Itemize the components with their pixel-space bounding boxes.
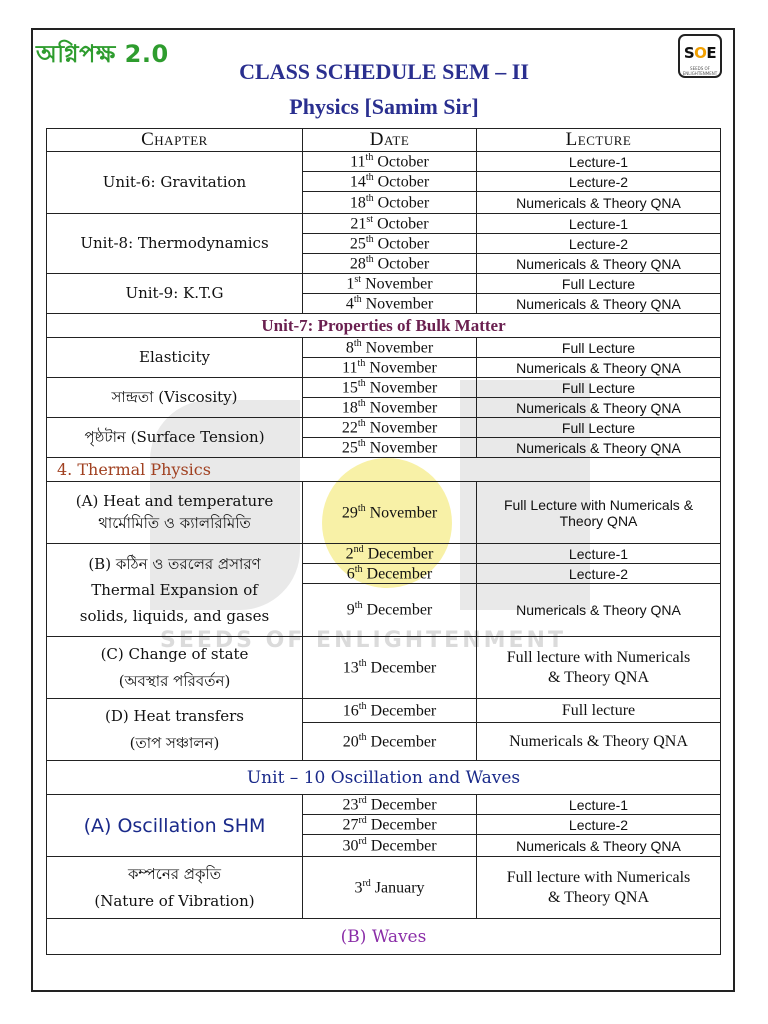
lecture-label: Numericals & Theory QNA (516, 359, 681, 376)
lecture-cell (476, 191, 721, 214)
section-label: Unit – 10 Oscillation and Waves (246, 767, 521, 788)
chapter-label: Elasticity (139, 347, 210, 366)
chapter-cell (46, 337, 303, 378)
date-text: 22th November (341, 417, 438, 437)
date-text: 20th December (342, 731, 437, 751)
chapter-label-bn: (তাপ সঞ্চালন) (129, 733, 220, 752)
lecture-cell (476, 814, 721, 835)
chapter-cell (46, 151, 303, 214)
date-cell (302, 481, 477, 544)
header-chapter (46, 128, 303, 152)
header-date (302, 128, 477, 152)
date-text: 16th December (342, 700, 437, 720)
lecture-cell (476, 253, 721, 274)
date-text: 21st October (350, 213, 429, 233)
page-title: CLASS SCHEDULE SEM – II (239, 59, 529, 84)
lecture-cell (476, 794, 721, 815)
lecture-cell (476, 563, 721, 584)
lecture-label: Full Lecture (561, 419, 636, 436)
lecture-label: Full Lecture (561, 275, 636, 292)
lecture-cell (476, 636, 721, 699)
header-lecture (476, 128, 721, 152)
lecture-cell (476, 213, 721, 234)
lecture-cell (476, 377, 721, 398)
chapter-label: সান্দ্রতা (Viscosity) (111, 387, 238, 406)
lecture-label: Full lecture with Numericals (506, 649, 691, 667)
chapter-cell (46, 794, 303, 857)
date-text: 23rd December (342, 794, 437, 814)
lecture-cell (476, 417, 721, 438)
lecture-label: Numericals & Theory QNA (516, 255, 681, 272)
date-text: 18th October (349, 192, 430, 212)
date-cell (302, 814, 477, 835)
date-cell (302, 437, 477, 458)
chapter-label: পৃষ্ঠটান (Surface Tension) (84, 427, 265, 446)
date-cell (302, 543, 477, 564)
chapter-cell (46, 856, 303, 919)
chapter-label: (D) Heat transfers (105, 707, 244, 726)
lecture-label: Numericals & Theory QNA (516, 439, 681, 456)
chapter-cell (46, 213, 303, 274)
date-text: 25th October (349, 233, 430, 253)
lecture-cell (476, 698, 721, 723)
chapter-label-bn: (B) কঠিন ও তরলের প্রসারণ (88, 554, 261, 573)
date-cell (302, 233, 477, 254)
lecture-cell (476, 834, 721, 857)
lecture-cell (476, 293, 721, 314)
date-cell (302, 834, 477, 857)
date-text: 29th November (341, 502, 438, 522)
lecture-cell (476, 337, 721, 358)
section-label: (B) Waves (340, 926, 427, 947)
lecture-cell (476, 357, 721, 378)
section-heading (46, 918, 721, 955)
chapter-label: Unit-6: Gravitation (102, 172, 247, 191)
date-text: 9th December (346, 600, 433, 619)
date-text: 13th December (342, 657, 437, 677)
page-subtitle: Physics [Samim Sir] (289, 94, 479, 119)
chapter-label: (C) Change of state (100, 645, 249, 664)
date-cell (302, 357, 477, 378)
date-text: 11th November (342, 357, 437, 377)
chapter-label: Unit-9: K.T.G (125, 283, 224, 302)
chapter-cell (46, 636, 303, 699)
date-cell (302, 171, 477, 192)
date-cell (302, 213, 477, 234)
lecture-label: Full Lecture (561, 339, 636, 356)
header-chapter-label: Chapter (141, 129, 208, 150)
date-cell (302, 698, 477, 723)
lecture-cell (476, 397, 721, 418)
chapter-label-bn: থার্মোমিতি ও ক্যালরিমিতি (98, 513, 251, 532)
section-label: Unit-7: Properties of Bulk Matter (261, 315, 506, 335)
logo-caption: SEEDS OF ENLIGHTENMENT (682, 66, 718, 76)
date-cell (302, 636, 477, 699)
lecture-label: Lecture-2 (568, 816, 629, 833)
section-heading (46, 457, 721, 482)
date-cell (302, 253, 477, 274)
date-cell (302, 583, 477, 637)
lecture-cell (476, 856, 721, 919)
lecture-label: Lecture-2 (568, 235, 629, 252)
brand-logo: অগ্নিপক্ষ 2.0 (36, 40, 169, 68)
lecture-label: Lecture-2 (568, 173, 629, 190)
date-cell (302, 397, 477, 418)
lecture-label: Numericals & Theory QNA (516, 194, 681, 211)
header-lecture-label: Lecture (565, 129, 632, 150)
lecture-label: & Theory QNA (547, 668, 650, 686)
header-date-label: Date (369, 129, 410, 150)
date-text: 28th October (349, 253, 430, 273)
chapter-cell (46, 543, 303, 637)
date-text: 4th November (345, 293, 434, 313)
lecture-label: Numericals & Theory QNA (516, 399, 681, 416)
lecture-label: & Theory QNA (547, 888, 650, 906)
lecture-label: Lecture-1 (568, 545, 629, 562)
lecture-label: Full Lecture (561, 379, 636, 396)
lecture-label: Theory QNA (559, 512, 638, 529)
lecture-label: Numericals & Theory QNA (516, 295, 681, 312)
section-heading (46, 760, 721, 795)
lecture-label: Lecture-1 (568, 796, 629, 813)
date-text: 3rd January (354, 877, 425, 897)
lecture-cell (476, 171, 721, 192)
lecture-label: Lecture-2 (568, 565, 629, 582)
date-text: 18th November (341, 397, 438, 417)
lecture-label: Full Lecture with Numericals & (503, 496, 694, 513)
chapter-label-bn: কম্পনের প্রকৃতি (127, 865, 222, 884)
date-text: 1st November (346, 273, 433, 293)
date-text: 8th November (345, 337, 434, 357)
date-cell (302, 151, 477, 172)
date-text: 11th October (350, 151, 429, 171)
lecture-label: Full lecture (561, 701, 636, 719)
chapter-label: (A) Oscillation SHM (83, 814, 266, 837)
date-text: 2nd December (345, 543, 434, 563)
lecture-cell (476, 543, 721, 564)
date-cell (302, 794, 477, 815)
date-cell (302, 856, 477, 919)
date-cell (302, 293, 477, 314)
date-cell (302, 377, 477, 398)
date-text: 6th December (346, 563, 433, 583)
chapter-cell (46, 377, 303, 418)
lecture-cell (476, 583, 721, 637)
chapter-cell (46, 481, 303, 544)
chapter-label: solids, liquids, and gases (79, 607, 270, 626)
chapter-cell (46, 698, 303, 761)
date-cell (302, 563, 477, 584)
date-text: 15th November (341, 377, 438, 397)
date-cell (302, 722, 477, 761)
section-heading (46, 313, 721, 338)
chapter-label-bn: (অবস্থার পরিবর্তন) (118, 671, 231, 690)
lecture-label: Lecture-1 (568, 215, 629, 232)
lecture-cell (476, 151, 721, 172)
lecture-cell (476, 437, 721, 458)
date-cell (302, 417, 477, 438)
chapter-cell (46, 417, 303, 458)
lecture-label: Lecture-1 (568, 153, 629, 170)
section-label: 4. Thermal Physics (57, 460, 211, 479)
lecture-label: Numericals & Theory QNA (516, 837, 681, 854)
chapter-cell (46, 273, 303, 314)
lecture-cell (476, 722, 721, 761)
chapter-label: Unit-8: Thermodynamics (80, 233, 269, 252)
lecture-label: Numericals & Theory QNA (516, 602, 681, 618)
date-text: 27rd December (342, 814, 437, 834)
logo-text: SOE (683, 44, 717, 62)
lecture-label: Full lecture with Numericals (506, 869, 691, 887)
date-cell (302, 273, 477, 294)
date-text: 25th November (341, 437, 438, 457)
date-text: 30rd December (342, 835, 437, 855)
chapter-label: (Nature of Vibration) (94, 891, 255, 910)
lecture-cell (476, 273, 721, 294)
lecture-cell (476, 481, 721, 544)
chapter-label: (A) Heat and temperature (75, 491, 274, 510)
chapter-label: Thermal Expansion of (91, 580, 258, 599)
watermark-text: SEEDS OF ENLIGHTENMENT (160, 628, 566, 653)
date-cell (302, 191, 477, 214)
date-text: 14th October (349, 171, 430, 191)
date-cell (302, 337, 477, 358)
lecture-label: Numericals & Theory QNA (509, 732, 688, 750)
lecture-cell (476, 233, 721, 254)
